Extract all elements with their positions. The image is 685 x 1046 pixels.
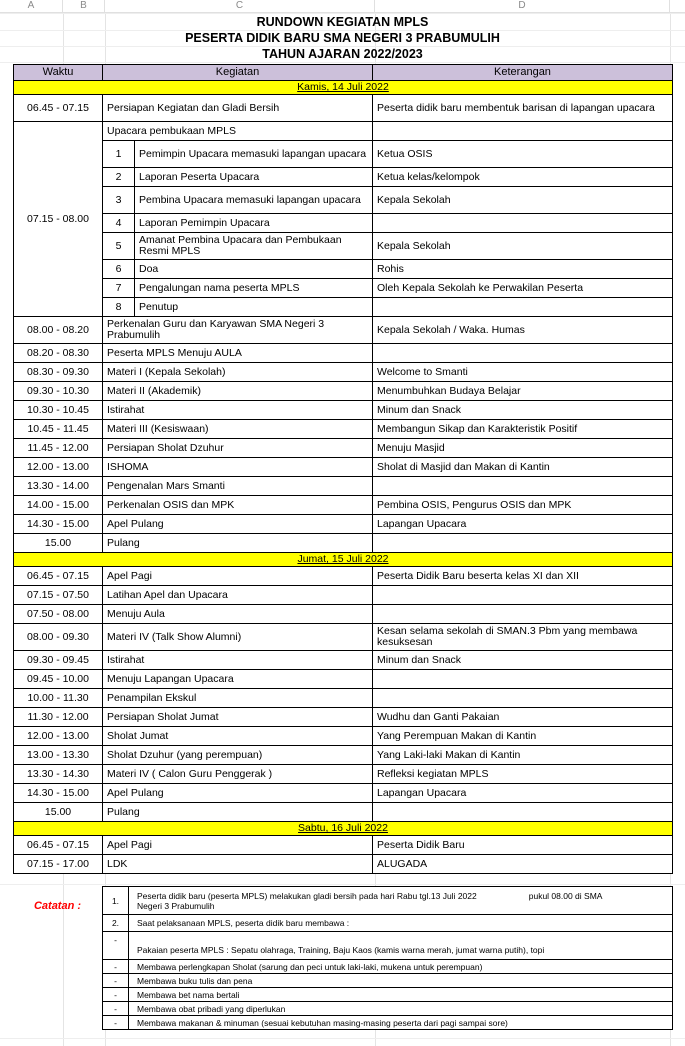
column-header-strip bbox=[0, 0, 685, 13]
gridline-h-5 bbox=[0, 884, 685, 885]
cell-time: 15.00 bbox=[14, 534, 103, 553]
cell-time: 11.45 - 12.00 bbox=[14, 439, 103, 458]
cell-note: Lapangan Upacara bbox=[373, 784, 673, 803]
cell-time: 09.30 - 09.45 bbox=[14, 651, 103, 670]
cell-activity: Amanat Pembina Upacara dan Pembukaan Resmi MPLS bbox=[135, 233, 373, 260]
table-row[interactable] bbox=[14, 187, 673, 214]
title-line-2: PESERTA DIDIK BARU SMA NEGERI 3 PRABUMULIH bbox=[185, 31, 500, 45]
table-row[interactable] bbox=[14, 496, 673, 515]
table-row[interactable] bbox=[14, 122, 673, 141]
table-row[interactable] bbox=[14, 317, 673, 344]
cell-activity: Persiapan Kegiatan dan Gladi Bersih bbox=[103, 95, 373, 122]
cell-note: Membangun Sikap dan Karakteristik Positif bbox=[373, 420, 673, 439]
cell-time: 06.45 - 07.15 bbox=[14, 836, 103, 855]
cell-activity: Doa bbox=[135, 260, 373, 279]
cell-time: 07.50 - 08.00 bbox=[14, 605, 103, 624]
cell-time: 14.30 - 15.00 bbox=[14, 515, 103, 534]
table-row[interactable] bbox=[14, 689, 673, 708]
cell-note bbox=[373, 122, 673, 141]
catatan-row[interactable] bbox=[103, 988, 673, 1002]
cell-note: Refleksi kegiatan MPLS bbox=[373, 765, 673, 784]
cell-note: Kepala Sekolah bbox=[373, 233, 673, 260]
cell-note: Menuju Masjid bbox=[373, 439, 673, 458]
cell-note: Peserta Didik Baru bbox=[373, 836, 673, 855]
cell-time: 06.45 - 07.15 bbox=[14, 95, 103, 122]
catatan-row[interactable] bbox=[103, 1002, 673, 1016]
table-row[interactable] bbox=[14, 439, 673, 458]
catatan-number: 2. bbox=[103, 915, 129, 932]
cell-note bbox=[373, 670, 673, 689]
day-banner-kamis: Kamis, 14 Juli 2022 bbox=[14, 81, 673, 95]
table-row[interactable] bbox=[14, 420, 673, 439]
cell-activity: Pengalungan nama peserta MPLS bbox=[135, 279, 373, 298]
cell-number: 5 bbox=[103, 233, 135, 260]
cell-time: 12.00 - 13.00 bbox=[14, 458, 103, 477]
table-row[interactable] bbox=[14, 401, 673, 420]
cell-activity: Laporan Pemimpin Upacara bbox=[135, 214, 373, 233]
day-banner-row bbox=[14, 81, 673, 95]
header-waktu: Waktu bbox=[14, 65, 103, 81]
cell-note: Minum dan Snack bbox=[373, 651, 673, 670]
cell-note: Kepala Sekolah / Waka. Humas bbox=[373, 317, 673, 344]
cell-activity: Latihan Apel dan Upacara bbox=[103, 586, 373, 605]
cell-activity: Laporan Peserta Upacara bbox=[135, 168, 373, 187]
cell-note: Welcome to Smanti bbox=[373, 363, 673, 382]
cell-note: Yang Laki-laki Makan di Kantin bbox=[373, 746, 673, 765]
catatan-text-part-c: Negeri 3 Prabumulih bbox=[137, 900, 215, 911]
cell-time: 10.45 - 11.45 bbox=[14, 420, 103, 439]
cell-note: Minum dan Snack bbox=[373, 401, 673, 420]
catatan-text bbox=[129, 887, 673, 915]
table-row[interactable] bbox=[14, 477, 673, 496]
cell-note bbox=[373, 298, 673, 317]
catatan-number: 1. bbox=[103, 887, 129, 915]
cell-activity: LDK bbox=[103, 855, 373, 874]
cell-activity: Apel Pulang bbox=[103, 515, 373, 534]
cell-note: ALUGADA bbox=[373, 855, 673, 874]
cell-time: 13.30 - 14.30 bbox=[14, 765, 103, 784]
cell-number: 7 bbox=[103, 279, 135, 298]
catatan-bullet: - bbox=[103, 1002, 129, 1016]
catatan-label: Catatan : bbox=[33, 900, 82, 912]
table-header-row bbox=[14, 65, 673, 81]
cell-time-merged: 07.15 - 08.00 bbox=[14, 122, 103, 317]
catatan-bullet: - bbox=[103, 932, 129, 960]
table-row[interactable] bbox=[14, 382, 673, 401]
cell-number: 1 bbox=[103, 141, 135, 168]
table-row[interactable] bbox=[14, 624, 673, 651]
table-row[interactable] bbox=[14, 784, 673, 803]
cell-activity: Materi II (Akademik) bbox=[103, 382, 373, 401]
column-header-d[interactable]: D bbox=[375, 0, 670, 13]
catatan-bullet: - bbox=[103, 960, 129, 974]
table-row[interactable] bbox=[14, 651, 673, 670]
cell-note: Peserta didik baru membentuk barisan di lapangan upacara bbox=[373, 95, 673, 122]
catatan-text: Membawa buku tulis dan pena bbox=[129, 974, 673, 988]
table-row[interactable] bbox=[14, 515, 673, 534]
catatan-row[interactable] bbox=[103, 932, 673, 960]
cell-time: 08.20 - 08.30 bbox=[14, 344, 103, 363]
cell-time: 08.00 - 09.30 bbox=[14, 624, 103, 651]
table-row[interactable] bbox=[14, 95, 673, 122]
catatan-text-part-a: Peserta didik baru (peserta MPLS) melakukan gladi bersih pada hari Rabu tgl.13 Juli 2022 bbox=[137, 890, 477, 901]
cell-number: 2 bbox=[103, 168, 135, 187]
cell-activity: Upacara pembukaan MPLS bbox=[103, 122, 373, 141]
table-row[interactable] bbox=[14, 534, 673, 553]
cell-activity: Penutup bbox=[135, 298, 373, 317]
table-row[interactable] bbox=[14, 141, 673, 168]
cell-note: Oleh Kepala Sekolah ke Perwakilan Peserta bbox=[373, 279, 673, 298]
table-row[interactable] bbox=[14, 214, 673, 233]
table-row[interactable] bbox=[14, 855, 673, 874]
catatan-text: Membawa bet nama bertali bbox=[129, 988, 673, 1002]
title-line-3: TAHUN AJARAN 2022/2023 bbox=[262, 47, 423, 61]
cell-activity: Apel Pagi bbox=[103, 567, 373, 586]
header-keterangan: Keterangan bbox=[373, 65, 673, 81]
table-row[interactable] bbox=[14, 363, 673, 382]
cell-time: 10.00 - 11.30 bbox=[14, 689, 103, 708]
table-row[interactable] bbox=[14, 670, 673, 689]
cell-time: 12.00 - 13.00 bbox=[14, 727, 103, 746]
table-row[interactable] bbox=[14, 586, 673, 605]
cell-note: Rohis bbox=[373, 260, 673, 279]
cell-time: 13.30 - 14.00 bbox=[14, 477, 103, 496]
cell-time: 09.30 - 10.30 bbox=[14, 382, 103, 401]
catatan-row[interactable] bbox=[103, 1016, 673, 1030]
cell-activity: Perkenalan OSIS dan MPK bbox=[103, 496, 373, 515]
catatan-table bbox=[102, 886, 673, 1030]
cell-activity: Menuju Lapangan Upacara bbox=[103, 670, 373, 689]
catatan-bullet: - bbox=[103, 1016, 129, 1030]
table-row[interactable] bbox=[14, 344, 673, 363]
table-row[interactable] bbox=[14, 605, 673, 624]
cell-number: 3 bbox=[103, 187, 135, 214]
catatan-text: Membawa perlengkapan Sholat (sarung dan peci untuk laki-laki, mukena untuk perempuan) bbox=[129, 960, 673, 974]
table-row[interactable] bbox=[14, 233, 673, 260]
table-row[interactable] bbox=[14, 727, 673, 746]
cell-activity: Pulang bbox=[103, 534, 373, 553]
cell-time: 07.15 - 17.00 bbox=[14, 855, 103, 874]
cell-activity: Perkenalan Guru dan Karyawan SMA Negeri 3 Prabumulih bbox=[103, 317, 373, 344]
gridline-h-4 bbox=[0, 62, 685, 63]
cell-note: Ketua kelas/kelompok bbox=[373, 168, 673, 187]
cell-time: 08.00 - 08.20 bbox=[14, 317, 103, 344]
cell-activity: Pemimpin Upacara memasuki lapangan upacara bbox=[135, 141, 373, 168]
cell-activity: Sholat Jumat bbox=[103, 727, 373, 746]
catatan-row[interactable] bbox=[103, 915, 673, 932]
day-banner-row bbox=[14, 822, 673, 836]
cell-activity: Apel Pagi bbox=[103, 836, 373, 855]
table-row[interactable] bbox=[14, 298, 673, 317]
table-row[interactable] bbox=[14, 803, 673, 822]
catatan-text: Saat pelaksanaan MPLS, peserta didik baru membawa : bbox=[129, 915, 673, 932]
cell-activity: Pulang bbox=[103, 803, 373, 822]
cell-note bbox=[373, 344, 673, 363]
cell-activity: ISHOMA bbox=[103, 458, 373, 477]
cell-time: 10.30 - 10.45 bbox=[14, 401, 103, 420]
cell-activity: Sholat Dzuhur (yang perempuan) bbox=[103, 746, 373, 765]
cell-time: 08.30 - 09.30 bbox=[14, 363, 103, 382]
column-header-c[interactable]: C bbox=[105, 0, 375, 13]
cell-note: Kesan selama sekolah di SMAN.3 Pbm yang membawa kesuksesan bbox=[373, 624, 673, 651]
table-row[interactable] bbox=[14, 458, 673, 477]
cell-time: 14.30 - 15.00 bbox=[14, 784, 103, 803]
cell-number: 4 bbox=[103, 214, 135, 233]
header-kegiatan: Kegiatan bbox=[103, 65, 373, 81]
cell-activity: Persiapan Sholat Jumat bbox=[103, 708, 373, 727]
cell-activity: Istirahat bbox=[103, 651, 373, 670]
table-row[interactable] bbox=[14, 260, 673, 279]
column-header-b[interactable]: B bbox=[63, 0, 105, 13]
cell-activity: Penampilan Ekskul bbox=[103, 689, 373, 708]
catatan-row[interactable] bbox=[103, 887, 673, 915]
gridline-h-6 bbox=[0, 1038, 685, 1039]
table-row[interactable] bbox=[14, 765, 673, 784]
cell-time: 14.00 - 15.00 bbox=[14, 496, 103, 515]
table-row[interactable] bbox=[14, 836, 673, 855]
cell-time: 13.00 - 13.30 bbox=[14, 746, 103, 765]
cell-activity: Materi I (Kepala Sekolah) bbox=[103, 363, 373, 382]
cell-note: Sholat di Masjid dan Makan di Kantin bbox=[373, 458, 673, 477]
cell-note: Wudhu dan Ganti Pakaian bbox=[373, 708, 673, 727]
cell-note: Pembina OSIS, Pengurus OSIS dan MPK bbox=[373, 496, 673, 515]
cell-note: Ketua OSIS bbox=[373, 141, 673, 168]
cell-activity: Apel Pulang bbox=[103, 784, 373, 803]
cell-number: 8 bbox=[103, 298, 135, 317]
cell-note: Kepala Sekolah bbox=[373, 187, 673, 214]
cell-activity: Istirahat bbox=[103, 401, 373, 420]
cell-note bbox=[373, 534, 673, 553]
cell-time: 07.15 - 07.50 bbox=[14, 586, 103, 605]
catatan-text: Membawa makanan & minuman (sesuai kebutuhan masing-masing peserta dari pagi sampai sore) bbox=[129, 1016, 673, 1030]
table-row[interactable] bbox=[14, 567, 673, 586]
cell-time: 06.45 - 07.15 bbox=[14, 567, 103, 586]
cell-activity: Materi IV ( Calon Guru Penggerak ) bbox=[103, 765, 373, 784]
cell-note bbox=[373, 689, 673, 708]
document-title-block bbox=[13, 14, 672, 62]
cell-note: Yang Perempuan Makan di Kantin bbox=[373, 727, 673, 746]
catatan-row[interactable] bbox=[103, 974, 673, 988]
catatan-bullet: - bbox=[103, 974, 129, 988]
cell-note: Menumbuhkan Budaya Belajar bbox=[373, 382, 673, 401]
cell-note bbox=[373, 477, 673, 496]
cell-time: 11.30 - 12.00 bbox=[14, 708, 103, 727]
cell-time: 15.00 bbox=[14, 803, 103, 822]
cell-activity: Persiapan Sholat Dzuhur bbox=[103, 439, 373, 458]
title-line-1: RUNDOWN KEGIATAN MPLS bbox=[256, 15, 429, 29]
column-header-a[interactable]: A bbox=[0, 0, 63, 13]
catatan-text-part-b: pukul 08.00 di SMA bbox=[528, 890, 603, 901]
table-row[interactable] bbox=[14, 746, 673, 765]
cell-activity: Pembina Upacara memasuki lapangan upacara bbox=[135, 187, 373, 214]
cell-note bbox=[373, 214, 673, 233]
column-header-e[interactable] bbox=[670, 0, 685, 13]
table-row[interactable] bbox=[14, 708, 673, 727]
catatan-text: Membawa obat pribadi yang diperlukan bbox=[129, 1002, 673, 1016]
cell-time: 09.45 - 10.00 bbox=[14, 670, 103, 689]
table-row[interactable] bbox=[14, 168, 673, 187]
cell-note: Lapangan Upacara bbox=[373, 515, 673, 534]
day-banner-jumat: Jumat, 15 Juli 2022 bbox=[14, 553, 673, 567]
catatan-row[interactable] bbox=[103, 960, 673, 974]
rundown-table bbox=[13, 64, 673, 874]
day-banner-sabtu: Sabtu, 16 Juli 2022 bbox=[14, 822, 673, 836]
cell-activity: Peserta MPLS Menuju AULA bbox=[103, 344, 373, 363]
cell-note bbox=[373, 803, 673, 822]
cell-activity: Materi IV (Talk Show Alumni) bbox=[103, 624, 373, 651]
cell-activity: Pengenalan Mars Smanti bbox=[103, 477, 373, 496]
cell-activity: Materi III (Kesiswaan) bbox=[103, 420, 373, 439]
cell-note bbox=[373, 586, 673, 605]
catatan-text: Pakaian peserta MPLS : Sepatu olahraga, Training, Baju Kaos (kamis warna merah, jumat warna putih), topi bbox=[129, 932, 673, 960]
cell-activity: Menuju Aula bbox=[103, 605, 373, 624]
day-banner-row bbox=[14, 553, 673, 567]
cell-note bbox=[373, 605, 673, 624]
cell-number: 6 bbox=[103, 260, 135, 279]
catatan-bullet: - bbox=[103, 988, 129, 1002]
table-row[interactable] bbox=[14, 279, 673, 298]
cell-note: Peserta Didik Baru beserta kelas XI dan XII bbox=[373, 567, 673, 586]
